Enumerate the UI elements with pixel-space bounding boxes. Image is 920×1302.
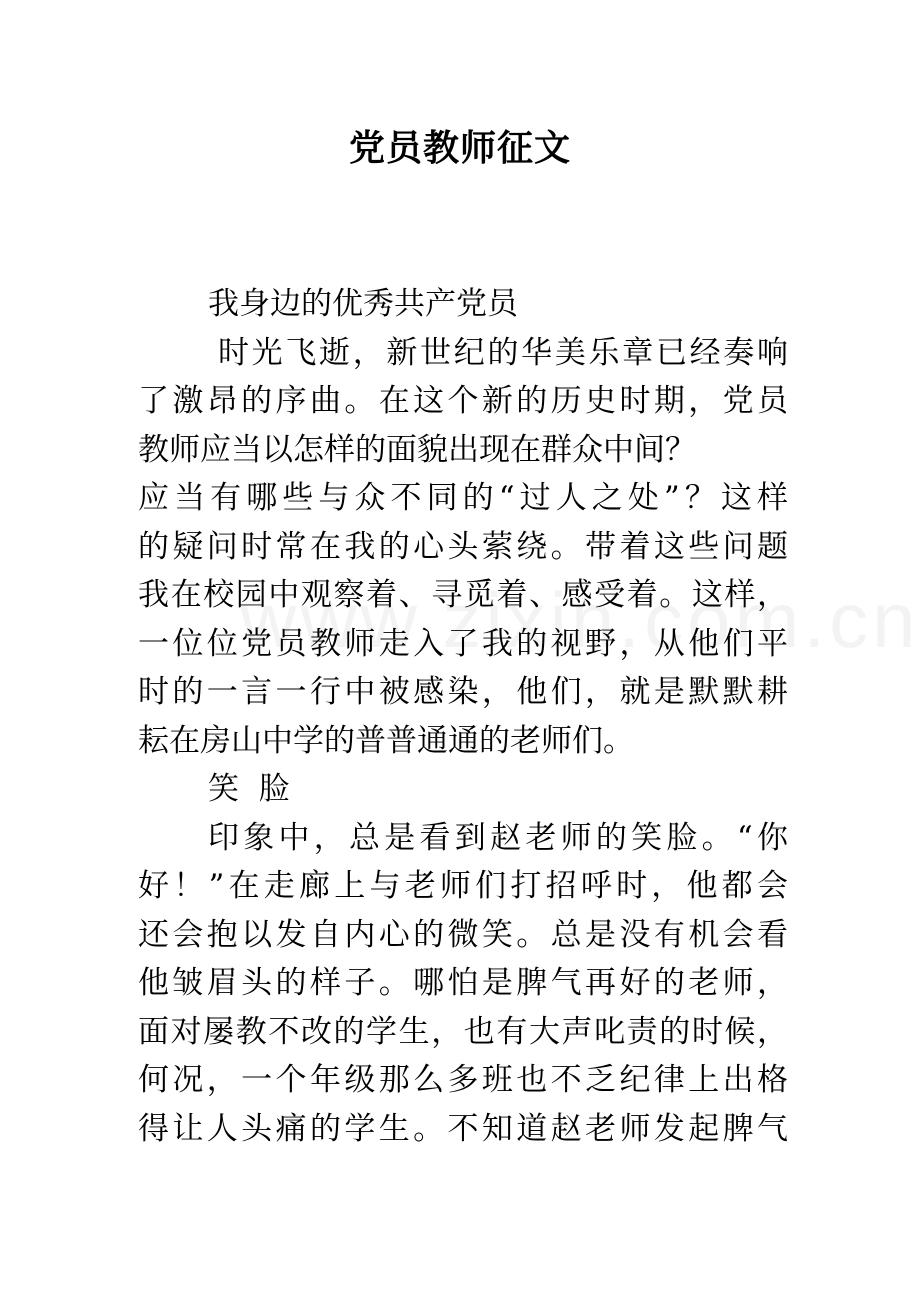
paragraph-line: 好！”在走廊上与老师们打招呼时，他都会 [138, 868, 788, 904]
paragraph-line: 时的一言一行中被感染，他们，就是默默耕 [138, 674, 788, 710]
paragraph-line: 时光飞逝，新世纪的华美乐章已经奏响 [218, 334, 788, 371]
paragraph-line: 他皱眉头的样子。哪怕是脾气再好的老师， [138, 965, 788, 1001]
section-heading: 笑 脸 [208, 771, 290, 807]
paragraph-line: 一位位党员教师走入了我的视野，从他们平 [138, 625, 788, 662]
paragraph-line: 了激昂的序曲。在这个新的历史时期，党员 [138, 383, 788, 419]
page-title: 党员教师征文 [348, 127, 571, 169]
paragraph-line: 教师应当以怎样的面貌出现在群众中间？ [138, 431, 696, 468]
paragraph-line: 还会抱以发自内心的微笑。总是没有机会看 [138, 916, 788, 953]
paragraph-line: 应当有哪些与众不同的“过人之处”？这样 [138, 480, 788, 516]
paragraph-line: 何况，一个年级那么多班也不乏纪律上出格 [138, 1062, 788, 1098]
paragraph-line: 我在校园中观察着、寻觅着、感受着。这样， [138, 577, 788, 613]
document-body [138, 280, 788, 1153]
paragraph-line: 耘在房山中学的普普通通的老师们。 [138, 722, 634, 759]
paragraph-line: 得让人头痛的学生。不知道赵老师发起脾气 [138, 1110, 788, 1147]
paragraph-line: 面对屡教不改的学生，也有大声叱责的时候， [138, 1013, 788, 1050]
paragraph-line: 印象中，总是看到赵老师的笑脸。“你 [208, 819, 788, 856]
section-heading: 我身边的优秀共产党员 [208, 286, 518, 322]
paragraph-line: 的疑问时常在我的心头萦绕。带着这些问题 [138, 528, 788, 565]
